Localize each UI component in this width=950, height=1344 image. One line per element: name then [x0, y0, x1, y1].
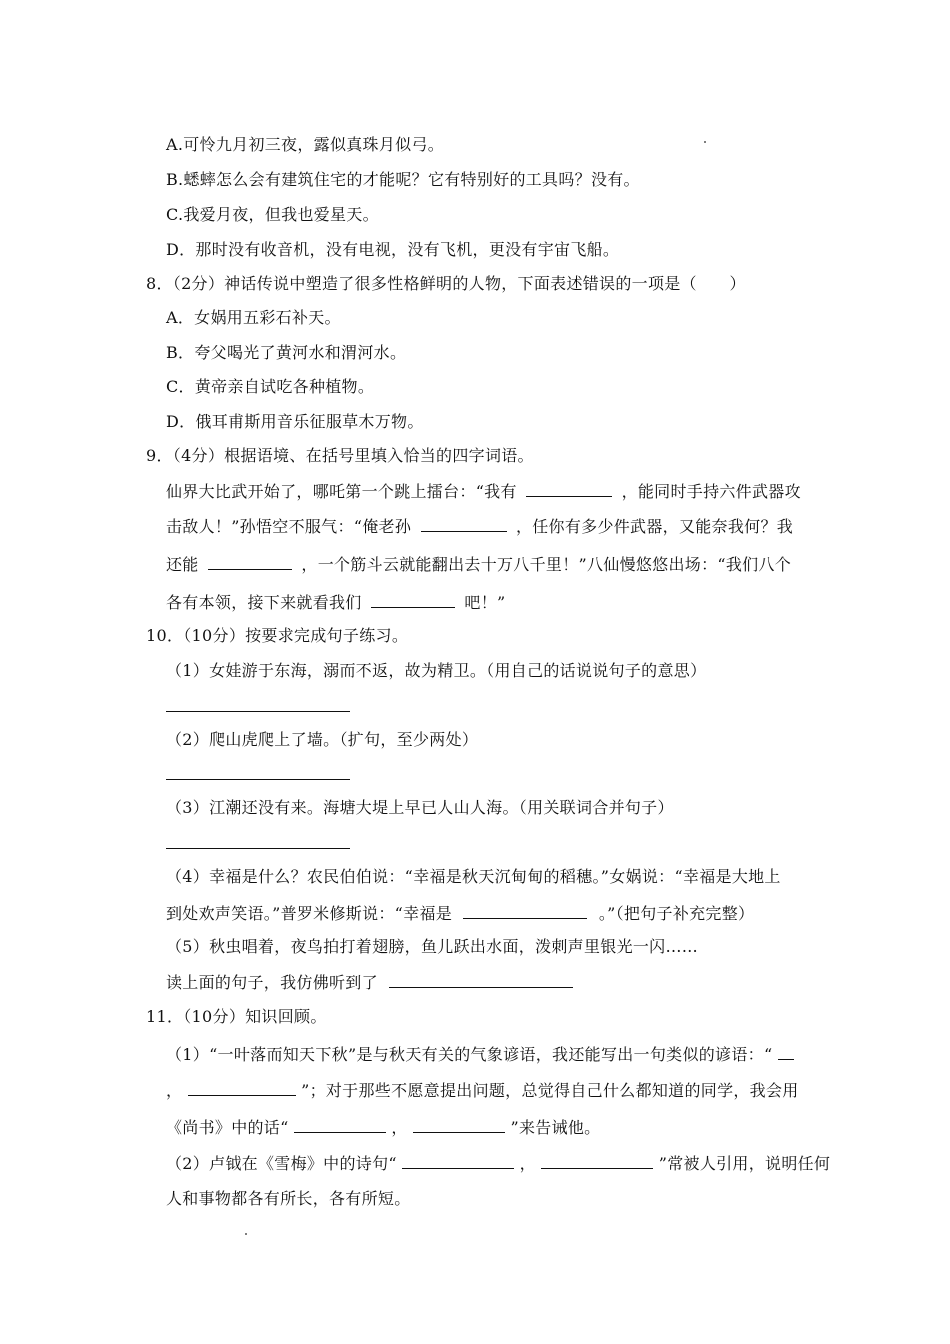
- q10-sub-4-line-2: [166, 903, 754, 924]
- q11-part-1-line-2: [166, 1080, 799, 1101]
- q11-blank-1c[interactable]: [294, 1117, 386, 1133]
- q9-blank-2[interactable]: [421, 516, 507, 532]
- q9-text: ，任你有多少件武器，又能奈我何？我: [515, 517, 794, 536]
- q11-text: ，: [391, 1118, 408, 1137]
- q11-part-1-line-3: [166, 1117, 600, 1138]
- q11-text: ”来告诫他。: [510, 1118, 601, 1137]
- q11-text: （2）卢钺在《雪梅》中的诗句“: [166, 1154, 397, 1173]
- q11-blank-2b[interactable]: [541, 1153, 653, 1169]
- q10-sub-5-answer: [166, 972, 573, 993]
- q11-text: 《尚书》中的话“: [166, 1118, 289, 1137]
- q9-blank-1[interactable]: [526, 481, 612, 497]
- option-8c: C．黄帝亲自试吃各种植物。: [166, 377, 375, 396]
- q10-text: 读上面的句子，我仿佛听到了: [166, 973, 378, 992]
- q9-text: 各有本领，接下来就看我们: [166, 593, 362, 612]
- q10-sub-1: （1）女娃游于东海，溺而不返，故为精卫。（用自己的话说说句子的意思）: [166, 661, 707, 680]
- q9-text: 击敌人！”孙悟空不服气：“俺老孙: [166, 517, 412, 536]
- q11-text: ，: [166, 1081, 183, 1100]
- q10-blank-4[interactable]: [463, 903, 587, 919]
- q11-part-2-line-1: [166, 1153, 830, 1174]
- q11-blank-1b[interactable]: [188, 1080, 296, 1096]
- question-9-line-4: [166, 592, 505, 613]
- question-11-stem: 11．（10分）知识回顾。: [146, 1007, 327, 1026]
- q10-sub-2: （2）爬山虎爬上了墙。（扩句，至少两处）: [166, 730, 479, 749]
- stray-dot: [245, 1233, 247, 1235]
- question-10-stem: 10．（10分）按要求完成句子练习。: [146, 626, 409, 645]
- q10-text: 。”（把句子补充完整）: [598, 904, 755, 923]
- q11-part-2-line-2: 人和事物都各有所长，各有所短。: [166, 1189, 411, 1208]
- q11-text: ”常被人引用，说明任何: [658, 1154, 831, 1173]
- q11-text: ”；对于那些不愿意提出问题，总觉得自己什么都知道的同学，我会用: [301, 1081, 799, 1100]
- q11-blank-1d[interactable]: [413, 1117, 505, 1133]
- q9-blank-3[interactable]: [208, 554, 292, 570]
- q11-part-1-line-1: [166, 1044, 794, 1065]
- question-9-line-3: [166, 554, 791, 575]
- q10-answer-line-1[interactable]: [166, 711, 350, 712]
- q11-blank-1a[interactable]: [778, 1044, 794, 1060]
- question-8-stem: 8．（2分）神话传说中塑造了很多性格鲜明的人物，下面表述错误的一项是（ ）: [146, 274, 746, 293]
- question-9-stem: 9．（4分）根据语境、在括号里填入恰当的四字词语。: [146, 446, 534, 465]
- q9-text: ，能同时手持六件武器攻: [621, 482, 801, 501]
- question-9-line-1: [166, 481, 801, 502]
- q9-text: 吧！”: [464, 593, 506, 612]
- option-8a: A．女娲用五彩石补天。: [166, 308, 341, 327]
- q10-sub-4-line-1: （4）幸福是什么？农民伯伯说：“幸福是秋天沉甸甸的稻穗。”女娲说：“幸福是大地上: [166, 867, 781, 886]
- q10-blank-5[interactable]: [389, 972, 573, 988]
- q10-answer-line-2[interactable]: [166, 779, 350, 780]
- q10-sub-5: （5）秋虫唱着，夜鸟拍打着翅膀，鱼儿跃出水面，泼刺声里银光一闪……: [166, 937, 699, 956]
- option-7b: B.蟋蟀怎么会有建筑住宅的才能呢？它有特别好的工具吗？没有。: [166, 170, 640, 189]
- q9-text: 还能: [166, 555, 199, 574]
- option-7a: A.可怜九月初三夜，露似真珠月似弓。: [166, 135, 445, 154]
- q9-text: ，一个筋斗云就能翻出去十万八千里！”八仙慢悠悠出场：“我们八个: [301, 555, 792, 574]
- q10-answer-line-3[interactable]: [166, 848, 350, 849]
- q11-text: ，: [519, 1154, 536, 1173]
- question-9-line-2: [166, 516, 793, 537]
- option-8b: B．夸父喝光了黄河水和渭河水。: [166, 343, 407, 362]
- option-7d: D．那时没有收音机，没有电视，没有飞机，更没有宇宙飞船。: [166, 240, 620, 259]
- option-7c: C.我爱月夜，但我也爱星天。: [166, 205, 379, 224]
- q11-text: （1）“一叶落而知天下秋”是与秋天有关的气象谚语，我还能写出一句类似的谚语：“: [166, 1045, 773, 1064]
- stray-dot: [704, 141, 706, 143]
- q10-text: 到处欢声笑语。”普罗米修斯说：“幸福是: [166, 904, 453, 923]
- q9-blank-4[interactable]: [371, 592, 455, 608]
- q10-sub-3: （3）江潮还没有来。海塘大堤上早已人山人海。（用关联词合并句子）: [166, 798, 674, 817]
- option-8d: D．俄耳甫斯用音乐征服草木万物。: [166, 412, 424, 431]
- q9-text: 仙界大比武开始了，哪吒第一个跳上擂台：“我有: [166, 482, 517, 501]
- q11-blank-2a[interactable]: [402, 1153, 514, 1169]
